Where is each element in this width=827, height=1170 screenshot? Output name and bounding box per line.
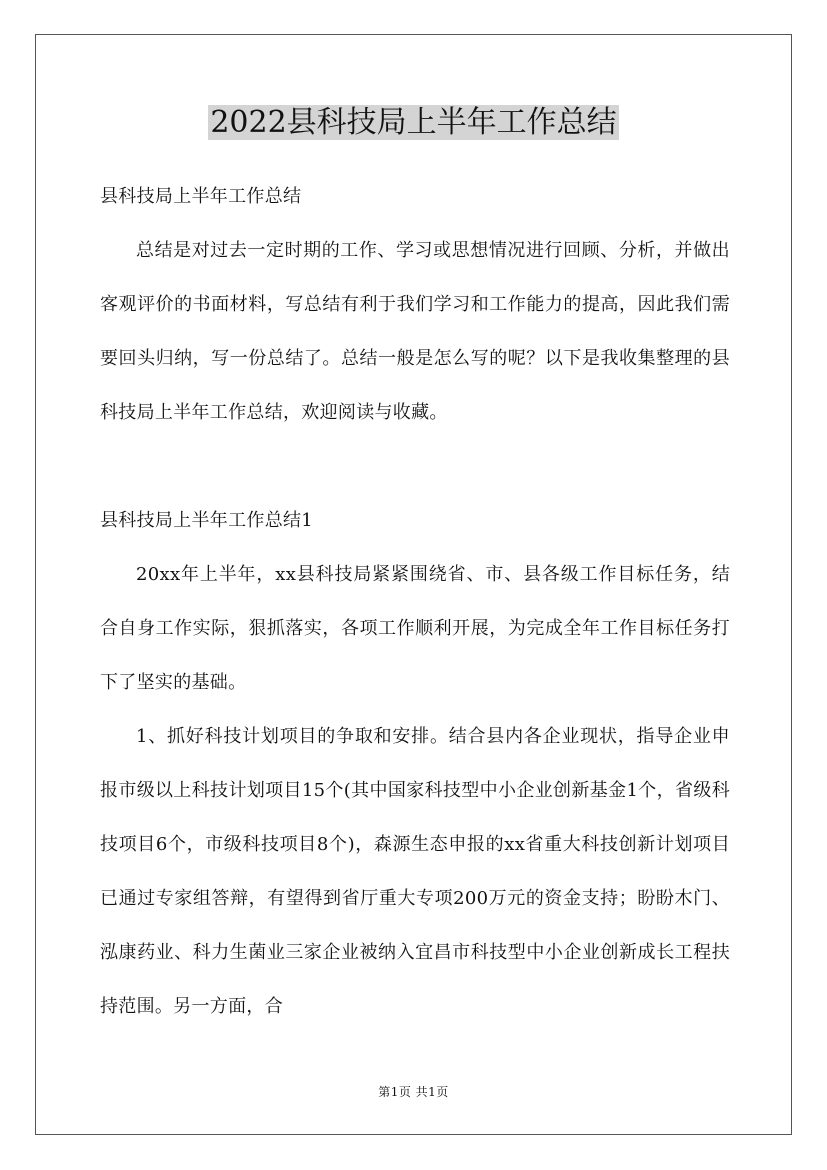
section-heading: 县科技局上半年工作总结1: [100, 510, 314, 531]
document-subtitle: 县科技局上半年工作总结: [100, 186, 302, 207]
intro-paragraph: 总结是对过去一定时期的工作、学习或思想情况进行回顾、分析，并做出客观评价的书面材料，写总结有利于我们学习和工作能力的提高，因此我们需要回头归纳，写一份总结了。总结一般是怎么写的呢？以下是我收集整理的县科技局上半年工作总结，欢迎阅读与收藏。: [100, 240, 730, 423]
document-body: [100, 170, 730, 1034]
document-title: [0, 101, 827, 145]
paragraph-spacer: [100, 440, 730, 494]
body-paragraph-2: 1、抓好科技计划项目的争取和安排。结合县内各企业现状，指导企业申报市级以上科技计划项目15个(其中国家科技型中小企业创新基金1个，省级科技项目6个，市级科技项目8个)，森源生态申报的xx省重大科技创新计划项目已通过专家组答辩，有望得到省厅重大专项200万元的资金支持；盼盼木门、泓康药业、科力生菌业三家企业被纳入宜昌市科技型中小企业创新成长工程扶持范围。另一方面，合: [100, 726, 730, 1017]
page-footer: 第1页 共1页: [378, 1085, 449, 1099]
body-paragraph-1: 20xx年上半年，xx县科技局紧紧围绕省、市、县各级工作目标任务，结合自身工作实际，狠抓落实，各项工作顺利开展，为完成全年工作目标任务打下了坚实的基础。: [100, 564, 730, 693]
document-title-text: 2022县科技局上半年工作总结: [210, 105, 617, 140]
